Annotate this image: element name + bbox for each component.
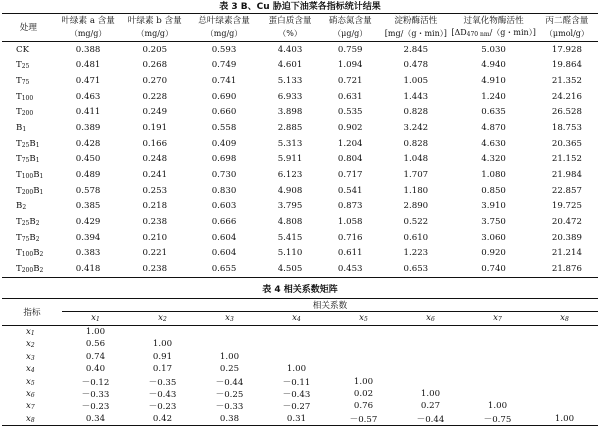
table3-unit-cell: （μmol/g） (536, 27, 598, 42)
table4-row (2, 363, 598, 375)
table3-unit-row (2, 27, 598, 42)
table3-cell: 1.707 (403, 169, 429, 180)
table3-cell: 4.908 (277, 185, 303, 196)
table3-cell: 2.845 (403, 44, 429, 55)
table4-cell (464, 388, 531, 400)
table3-cell: 21.152 (551, 154, 582, 165)
table3-cell: 0.270 (142, 76, 168, 87)
table4-cell (263, 338, 330, 350)
table3-cell: 0.759 (337, 44, 363, 55)
table3-cell: 3.898 (277, 107, 303, 118)
table3-cell: 5.110 (277, 248, 303, 259)
table3-row (2, 167, 598, 183)
table4-row (2, 413, 598, 426)
table3-cell: 0.610 (403, 232, 429, 243)
table3-row-label: $T_{100}$ (16, 91, 34, 102)
table4-column-header: $x_4$ (263, 311, 330, 325)
table3-cell: 2.890 (403, 201, 429, 212)
table3-cell: 5.133 (277, 76, 303, 87)
table4-cell: －0.23 (148, 402, 177, 413)
table4-cell: －0.43 (282, 390, 311, 401)
table4-cell (330, 350, 397, 362)
table3-cell: 0.578 (75, 185, 101, 196)
table3-cell: 1.204 (337, 138, 363, 149)
table3-header-row (2, 14, 598, 28)
table4-cell: 1.00 (353, 376, 374, 387)
table3-row (2, 89, 598, 105)
table3-cell: 22.857 (551, 185, 582, 196)
table4-row (2, 400, 598, 412)
table3-cell: 0.741 (211, 76, 237, 87)
table3-cell: 1.240 (481, 91, 506, 102)
table3-header-cell: 丙二醛含量 (545, 15, 589, 26)
table4-cell (330, 325, 397, 338)
table4-cell (397, 338, 464, 350)
table3-cell: 0.873 (337, 201, 363, 212)
table3-cell: 0.698 (211, 154, 237, 165)
table3-cell: 4.910 (481, 76, 506, 87)
table3-cell: 1.094 (337, 60, 363, 71)
table3-row (2, 214, 598, 230)
table4-group-header: 相关系数 (62, 298, 598, 311)
table4-cell: －0.75 (483, 414, 512, 425)
table4-cell: 0.38 (219, 413, 240, 424)
table3-row (2, 183, 598, 199)
table3-header-cell: 总叶绿素含量 (198, 15, 250, 26)
table3-header-cell: 过氧化物酶活性 (463, 15, 524, 26)
table3-cell: 0.653 (403, 263, 429, 274)
table3-cell: 4.320 (481, 154, 506, 165)
table4-cell (531, 400, 598, 412)
table3-cell: 0.558 (211, 123, 237, 134)
table3-row-label: $T_{200}$ (16, 107, 34, 118)
table3-row (2, 73, 598, 89)
table3-cell: 0.388 (75, 44, 101, 55)
table3-cell: 21.876 (551, 263, 582, 274)
table3-cell: 0.660 (211, 107, 237, 118)
table3-cell: 0.218 (142, 201, 168, 212)
table4-cell: 0.02 (353, 389, 374, 400)
table4-cell: 1.00 (85, 326, 106, 337)
table4-cell: －0.57 (349, 414, 378, 425)
table3-cell: 0.522 (403, 216, 429, 227)
table4-cell (397, 325, 464, 338)
table4-cell: 1.00 (420, 389, 441, 400)
table3-cell: 0.721 (337, 76, 363, 87)
table3-row (2, 105, 598, 121)
table3-row-label: $B_2$ (16, 201, 27, 212)
table4-group-row (2, 298, 598, 311)
table3-cell: 0.666 (211, 216, 237, 227)
table3-cell: 0.463 (75, 91, 101, 102)
table4-cell: 1.00 (152, 339, 173, 350)
table4-cell: －0.12 (81, 377, 110, 388)
table3-cell: 0.205 (142, 44, 168, 55)
table3-cell: 3.060 (481, 232, 506, 243)
table3-cell: 0.428 (75, 138, 101, 149)
table3-cell: 1.223 (403, 248, 429, 259)
table4-cell: 0.34 (85, 413, 106, 424)
table3-row (2, 58, 598, 74)
table3-cell: 3.795 (277, 201, 303, 212)
table4-cell: －0.27 (282, 402, 311, 413)
table3-unit-cell: （mg/g） (121, 27, 188, 42)
table3-cell: 0.535 (337, 107, 363, 118)
table4-cell: －0.33 (215, 402, 244, 413)
table3-cell: 0.635 (481, 107, 506, 118)
table4-cell: 0.40 (85, 364, 106, 375)
table4-cell (330, 363, 397, 375)
table3-cell: 5.415 (277, 232, 303, 243)
table3-cell: 0.453 (337, 263, 363, 274)
table3-cell: 0.850 (481, 185, 506, 196)
table4-row (2, 375, 598, 387)
table4-row-label: $x_1$ (26, 326, 35, 337)
table3-row-label: $T_{25}$ (16, 60, 30, 71)
table3-cell: 0.429 (75, 216, 101, 227)
table3-cell: 0.383 (75, 248, 101, 259)
table4-cell (196, 325, 263, 338)
table4 (2, 298, 598, 427)
table3-cell: 0.830 (211, 185, 237, 196)
table4-cell: 1.00 (554, 413, 575, 424)
table4-row-label: $x_4$ (26, 364, 35, 375)
table4-column-header: $x_2$ (129, 311, 196, 325)
table3-cell: 4.505 (277, 263, 303, 274)
table3-cell: 0.920 (481, 248, 506, 259)
table4-cell: 0.31 (286, 413, 307, 424)
table4-cell: －0.11 (282, 377, 311, 388)
table4-row (2, 350, 598, 362)
table4-cell: 0.42 (152, 413, 173, 424)
table3-row-label: CK (16, 44, 29, 55)
table3-row (2, 261, 598, 277)
table3-cell: 3.910 (481, 201, 506, 212)
table3-row (2, 136, 598, 152)
table3-cell: 0.902 (337, 123, 363, 134)
table4-row-label: $x_2$ (26, 339, 35, 350)
table3-cell: 0.241 (142, 169, 168, 180)
table3-row-label: $T_{100}B_1$ (16, 169, 44, 180)
table3-cell: 20.365 (551, 138, 582, 149)
table4-row-label: $x_7$ (26, 401, 35, 412)
table3-unit-cell: （mg/g） (188, 27, 260, 42)
table4-column-header: $x_3$ (196, 311, 263, 325)
table3-cell: 0.804 (337, 154, 363, 165)
table3-header-cell: 硝态氮含量 (328, 15, 372, 26)
table4-column-header: $x_5$ (330, 311, 397, 325)
table3-cell: 0.478 (403, 60, 429, 71)
table3-cell: 0.611 (337, 248, 363, 259)
table3-cell: 0.604 (211, 232, 237, 243)
table4-cell (531, 388, 598, 400)
table3-row-label: $T_{75}$ (16, 76, 30, 87)
table4-cell (531, 363, 598, 375)
table3-header-treatment: 处理 (2, 14, 55, 42)
table3-cell: 4.870 (481, 123, 506, 134)
table4-cell (531, 375, 598, 387)
table3-cell: 1.058 (337, 216, 363, 227)
table3-cell: 0.166 (142, 138, 168, 149)
table4-cell: －0.33 (81, 390, 110, 401)
table3-cell: 0.690 (211, 91, 237, 102)
table3-row-label: $T_{200}B_2$ (16, 263, 44, 274)
table3-cell: 0.716 (337, 232, 363, 243)
table4-column-header: $x_1$ (62, 311, 129, 325)
table3-row (2, 42, 598, 58)
table3-cell: 26.528 (551, 107, 582, 118)
table3-cell: 1.005 (403, 76, 429, 87)
table3-row-label: $T_{25}B_1$ (16, 138, 40, 149)
table4-cell: －0.25 (215, 390, 244, 401)
table4-cell: 0.25 (219, 364, 240, 375)
table4-cell (464, 375, 531, 387)
table3-cell: 4.940 (481, 60, 506, 71)
table3-cell: 0.268 (142, 60, 168, 71)
table3-cell: 0.631 (337, 91, 363, 102)
table4-cell (464, 363, 531, 375)
table4-cell: 0.17 (152, 364, 173, 375)
table3-cell: 3.242 (403, 123, 429, 134)
table3-cell: 0.604 (211, 248, 237, 259)
table4-cell (464, 350, 531, 362)
table4-cell: 0.56 (85, 339, 106, 350)
table3-cell: 4.630 (481, 138, 506, 149)
table4-cell: 1.00 (487, 401, 508, 412)
table3-cell: 21.214 (551, 248, 582, 259)
table3-cell: 5.313 (277, 138, 303, 149)
table3-row (2, 120, 598, 136)
table4-cell (397, 375, 464, 387)
table3-cell: 0.450 (75, 154, 101, 165)
table3-row (2, 230, 598, 246)
table3-cell: 19.725 (551, 201, 582, 212)
table3-cell: 0.221 (142, 248, 168, 259)
table4-cell: －0.43 (148, 390, 177, 401)
table3-cell: 0.481 (75, 60, 101, 71)
table4-row-label: $x_3$ (26, 351, 35, 362)
table4-cell (397, 350, 464, 362)
table3-row (2, 151, 598, 167)
table4-cell: －0.35 (148, 377, 177, 388)
table4-cell: 1.00 (286, 364, 307, 375)
table4-cell (531, 325, 598, 338)
table3-cell: 1.180 (403, 185, 429, 196)
table3-cell: 0.389 (75, 123, 101, 134)
table3-row-label: $B_1$ (16, 123, 27, 134)
table3-cell: 21.984 (551, 169, 582, 180)
table4-cell (129, 325, 196, 338)
table3-cell: 3.750 (481, 216, 506, 227)
table4-cell: －0.44 (416, 414, 445, 425)
table3-cell: 1.080 (481, 169, 506, 180)
table4-row (2, 338, 598, 350)
table4-cell (196, 338, 263, 350)
table3-row (2, 245, 598, 261)
table3-cell: 0.740 (481, 263, 506, 274)
table3-caption: 表 3 B、Cu 胁迫下油菜各指标统计结果 (219, 2, 381, 12)
table3-cell: 0.228 (142, 91, 168, 102)
table3-cell: 0.717 (337, 169, 363, 180)
table3-row-label: $T_{75}B_2$ (16, 232, 40, 243)
table3-cell: 0.238 (142, 263, 168, 274)
table3-cell: 4.808 (277, 216, 303, 227)
table3-cell: 2.885 (277, 123, 303, 134)
table4-caption: 表 4 相关系数矩阵 (262, 284, 338, 295)
table4-row (2, 325, 598, 338)
table4-row-label: $x_5$ (26, 376, 35, 387)
table4-cell: 1.00 (219, 351, 240, 362)
table3-unit-cell: [$\Delta D_{470 nm}/(g$・min）] (451, 27, 535, 42)
table3-cell: 1.443 (403, 91, 429, 102)
table3-cell: 21.352 (551, 76, 582, 87)
table3-row-label: $T_{75}B_1$ (16, 154, 40, 165)
table3-row-label: $T_{100}B_2$ (16, 248, 44, 259)
table3-cell: 0.471 (75, 76, 101, 87)
table3-cell: 18.753 (551, 123, 582, 134)
table3-cell: 0.418 (75, 263, 101, 274)
table4-cell: －0.23 (81, 402, 110, 413)
table4-row-label: $x_8$ (26, 413, 35, 424)
table3-header-cell: 蛋白质含量 (268, 15, 312, 26)
table3-header-cell: 叶绿素 a 含量 (61, 15, 115, 26)
table3-cell: 0.248 (142, 154, 168, 165)
table3-cell: 0.655 (211, 263, 237, 274)
table3-cell: 0.749 (211, 60, 237, 71)
table4-cell: 0.91 (152, 351, 173, 362)
table3-cell: 0.730 (211, 169, 237, 180)
table4-row (2, 388, 598, 400)
table3-cell: 24.216 (551, 91, 582, 102)
table3-cell: 19.864 (551, 60, 582, 71)
table4-index-header: 指标 (2, 298, 62, 325)
table3-cell: 0.489 (75, 169, 101, 180)
table4-cell (531, 350, 598, 362)
table3-cell: 1.048 (403, 154, 429, 165)
table4-cell (397, 363, 464, 375)
table4-cell (464, 325, 531, 338)
table3-cell: 4.601 (277, 60, 303, 71)
table4-cell (330, 338, 397, 350)
table3-unit-cell: （mg/g） (55, 27, 122, 42)
table3-cell: 5.030 (481, 44, 506, 55)
table3-cell: 0.593 (211, 44, 237, 55)
table3-unit-cell: （%） (260, 27, 320, 42)
table4-column-header: $x_7$ (464, 311, 531, 325)
table4-cell: 0.27 (420, 401, 441, 412)
table3-cell: 0.238 (142, 216, 168, 227)
table3-unit-cell: [mg/（g・min）] (380, 27, 451, 42)
table3-cell: 5.911 (277, 154, 303, 165)
table3-cell: 0.210 (142, 232, 168, 243)
table4-cell (263, 350, 330, 362)
table3 (2, 13, 598, 278)
table4-cell: －0.44 (215, 377, 244, 388)
table3-cell: 0.394 (75, 232, 101, 243)
table3-cell: 0.541 (337, 185, 363, 196)
table4-cell (531, 338, 598, 350)
table3-cell: 0.253 (142, 185, 168, 196)
table3-unit-cell: （μg/g） (320, 27, 380, 42)
table3-cell: 0.411 (75, 107, 101, 118)
table4-column-row (2, 311, 598, 325)
table3-cell: 6.123 (277, 169, 303, 180)
table4-cell (263, 325, 330, 338)
table4-row-label: $x_6$ (26, 389, 35, 400)
table3-cell: 20.472 (551, 216, 582, 227)
table3-cell: 0.385 (75, 201, 101, 212)
table3-row-label: $T_{200}B_1$ (16, 185, 44, 196)
table3-row (2, 198, 598, 214)
table3-cell: 0.409 (211, 138, 237, 149)
table4-cell: 0.74 (85, 351, 106, 362)
table4-column-header: $x_6$ (397, 311, 464, 325)
table3-cell: 20.389 (551, 232, 582, 243)
table3-cell: 17.928 (551, 44, 582, 55)
table4-cell: 0.76 (353, 401, 374, 412)
table3-cell: 6.933 (277, 91, 303, 102)
table3-header-cell: 淀粉酶活性 (394, 15, 438, 26)
table3-cell: 0.191 (142, 123, 168, 134)
table3-row-label: $T_{25}B_2$ (16, 216, 40, 227)
table3-cell: 0.249 (142, 107, 168, 118)
table4-cell (464, 338, 531, 350)
table3-cell: 0.828 (403, 138, 429, 149)
table4-column-header: $x_8$ (531, 311, 598, 325)
table3-cell: 0.828 (403, 107, 429, 118)
table3-cell: 4.403 (277, 44, 303, 55)
table3-header-cell: 叶绿素 b 含量 (127, 15, 182, 26)
table3-cell: 0.603 (211, 201, 237, 212)
